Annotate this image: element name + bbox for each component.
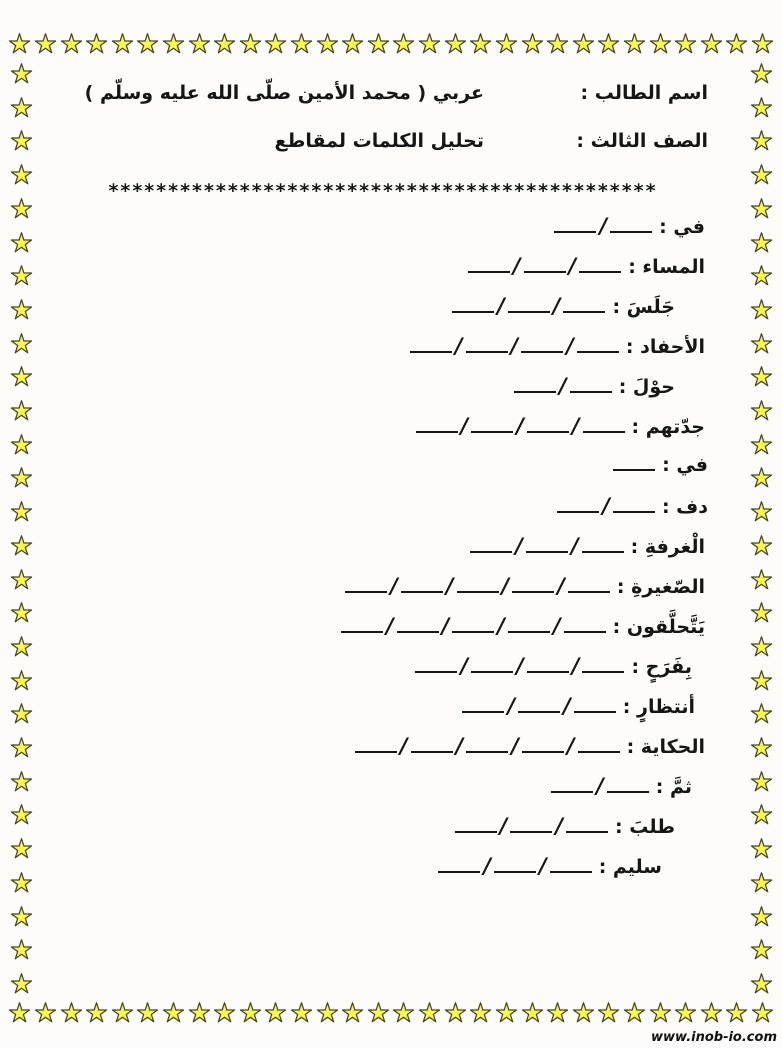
star-icon	[111, 1001, 134, 1024]
star-icon	[10, 770, 33, 793]
answer-blank	[577, 339, 619, 353]
answer-blank	[578, 739, 620, 753]
star-icon	[341, 32, 364, 55]
slash-separator: /	[390, 574, 398, 598]
slash-separator: /	[460, 654, 469, 678]
star-icon	[10, 736, 33, 759]
star-icon	[444, 32, 467, 55]
slash-separator: /	[559, 374, 567, 398]
star-icon	[10, 669, 33, 692]
slash-separator: /	[455, 734, 464, 758]
answer-blank	[415, 659, 457, 673]
word-row	[58, 254, 708, 294]
star-icon	[751, 1001, 774, 1024]
field-label: اسم الطالب :	[580, 82, 708, 104]
answer-blank	[410, 339, 452, 353]
word-label: الحكاية :	[626, 736, 705, 758]
answer-blank	[582, 659, 624, 673]
word-row	[58, 774, 708, 814]
star-icon	[10, 264, 33, 287]
answer-blank	[527, 659, 569, 673]
star-icon	[469, 32, 492, 55]
star-icon	[750, 972, 773, 995]
star-icon	[367, 1001, 390, 1024]
word-label: طلبَ :	[615, 816, 675, 838]
answer-blank	[613, 457, 655, 471]
slash-separator: /	[483, 854, 492, 878]
star-icon	[290, 32, 313, 55]
slash-separator: /	[566, 334, 574, 358]
word-row	[58, 854, 708, 894]
word-label: يَتَّحلَّقون :	[612, 616, 705, 638]
slash-separator: /	[399, 734, 408, 758]
answer-blank	[554, 219, 596, 233]
header-field-row	[58, 82, 708, 130]
answer-blank	[568, 579, 610, 593]
word-label: سليم :	[598, 856, 662, 878]
slash-separator: /	[571, 654, 580, 678]
slash-separator: /	[454, 334, 463, 358]
star-icon	[546, 1001, 569, 1024]
star-icon	[674, 1001, 697, 1024]
star-icon	[85, 32, 108, 55]
word-row	[58, 454, 708, 494]
answer-blank	[470, 539, 512, 553]
answer-blank	[508, 619, 550, 633]
word-row	[58, 694, 708, 734]
answer-blank	[462, 699, 504, 713]
slash-separator: /	[570, 534, 579, 558]
slash-separator: /	[555, 814, 564, 838]
answer-blank	[518, 699, 560, 713]
star-icon	[264, 32, 287, 55]
star-icon	[597, 32, 620, 55]
slash-separator: /	[552, 614, 561, 638]
star-icon	[10, 365, 33, 388]
word-row	[58, 494, 708, 534]
star-icon	[750, 837, 773, 860]
answer-blank	[579, 259, 621, 273]
star-icon	[750, 231, 773, 254]
answer-blank	[457, 579, 499, 593]
word-label: الصّغيرةِ :	[616, 576, 705, 598]
star-icon	[341, 1001, 364, 1024]
word-label: بِفَرَحٍ :	[631, 656, 692, 678]
answer-blank	[510, 819, 552, 833]
slash-separator: /	[516, 414, 524, 438]
answer-blank	[564, 619, 606, 633]
header-field-row	[58, 130, 708, 178]
answer-blank	[557, 499, 599, 513]
star-icon	[597, 1001, 620, 1024]
star-icon	[725, 1001, 748, 1024]
star-icon	[750, 332, 773, 355]
word-label: المساء :	[628, 256, 705, 278]
star-icon	[521, 32, 544, 55]
star-icon	[750, 62, 773, 85]
star-icon	[623, 32, 646, 55]
star-icon	[10, 938, 33, 961]
star-icon	[10, 231, 33, 254]
word-row	[58, 534, 708, 574]
star-icon	[10, 568, 33, 591]
star-icon	[10, 298, 33, 321]
star-icon	[750, 197, 773, 220]
star-icon	[10, 702, 33, 725]
answer-blank	[550, 859, 592, 873]
answer-blank	[438, 859, 480, 873]
star-icon	[700, 1001, 723, 1024]
star-icon	[188, 32, 211, 55]
star-icon	[85, 1001, 108, 1024]
word-row	[58, 414, 708, 454]
slash-separator: /	[501, 574, 510, 598]
star-icon	[750, 399, 773, 422]
star-icon	[264, 1001, 287, 1024]
word-row	[58, 334, 708, 374]
star-icon	[316, 32, 339, 55]
star-icon	[750, 466, 773, 489]
answer-blank	[466, 339, 508, 353]
star-icon	[10, 332, 33, 355]
star-icon	[34, 1001, 57, 1024]
slash-separator: /	[460, 414, 469, 438]
star-icon	[10, 163, 33, 186]
star-icon	[750, 365, 773, 388]
word-label: دف :	[661, 496, 708, 518]
star-icon	[495, 32, 518, 55]
star-icon	[521, 1001, 544, 1024]
watermark: www.inob-io.com	[651, 1030, 777, 1045]
star-icon	[750, 433, 773, 456]
slash-separator: /	[599, 214, 608, 238]
star-icon	[418, 32, 441, 55]
star-icon	[34, 32, 57, 55]
star-icon	[750, 264, 773, 287]
star-icon	[60, 1001, 83, 1024]
slash-separator: /	[516, 654, 524, 678]
star-icon	[10, 129, 33, 152]
slash-separator: /	[510, 334, 519, 358]
answer-blank	[521, 339, 563, 353]
answer-blank	[582, 539, 624, 553]
answer-blank	[514, 379, 556, 393]
star-icon	[750, 96, 773, 119]
field-value: عربي ( محمد الأمين صلّى الله عليه وسلّم )	[84, 82, 484, 104]
star-icon	[239, 1001, 262, 1024]
star-icon	[750, 669, 773, 692]
star-icon	[290, 1001, 313, 1024]
word-row	[58, 814, 708, 854]
answer-blank	[613, 499, 655, 513]
star-icon	[10, 433, 33, 456]
answer-blank	[524, 259, 566, 273]
star-icon	[10, 96, 33, 119]
star-icon	[10, 534, 33, 557]
slash-separator: /	[511, 734, 519, 758]
star-icon	[750, 905, 773, 928]
slash-separator: /	[568, 254, 577, 278]
star-icon	[136, 1001, 159, 1024]
star-icon	[750, 702, 773, 725]
slash-separator: /	[441, 614, 450, 638]
slash-separator: /	[497, 294, 505, 318]
answer-blank	[610, 219, 652, 233]
slash-separator: /	[552, 294, 561, 318]
answer-blank	[494, 859, 536, 873]
star-icon	[750, 601, 773, 624]
star-icon	[162, 1001, 185, 1024]
star-icon	[10, 871, 33, 894]
field-label: الصف الثالث :	[576, 130, 708, 152]
word-label: أنتظارٍ :	[622, 696, 695, 718]
word-row	[58, 214, 708, 254]
answer-blank	[471, 419, 513, 433]
star-icon	[751, 32, 774, 55]
answer-blank	[526, 539, 568, 553]
star-icon	[750, 129, 773, 152]
header	[58, 82, 708, 178]
star-icon	[111, 32, 134, 55]
slash-separator: /	[515, 534, 523, 558]
star-icon	[392, 32, 415, 55]
slash-separator: /	[512, 254, 521, 278]
answer-blank	[416, 419, 458, 433]
answer-blank	[508, 299, 550, 313]
answer-blank	[566, 819, 608, 833]
star-icon	[649, 1001, 672, 1024]
answer-blank	[466, 739, 508, 753]
slash-separator: /	[497, 614, 505, 638]
word-label: جدّتهم :	[631, 416, 705, 438]
slash-separator: /	[539, 854, 547, 878]
answer-blank	[411, 739, 453, 753]
worksheet-content	[58, 82, 708, 894]
word-row	[58, 734, 708, 774]
word-row	[58, 574, 708, 614]
star-icon	[10, 399, 33, 422]
star-icon	[10, 197, 33, 220]
answer-blank	[512, 579, 554, 593]
star-icon	[418, 1001, 441, 1024]
field-value: تحليل الكلمات لمقاطع	[274, 130, 484, 152]
star-border-top	[8, 31, 774, 55]
word-list	[58, 214, 708, 894]
answer-blank	[401, 579, 443, 593]
star-icon	[8, 32, 31, 55]
star-icon	[750, 163, 773, 186]
star-icon	[10, 905, 33, 928]
slash-separator: /	[566, 734, 575, 758]
answer-blank	[452, 619, 494, 633]
answer-blank	[397, 619, 439, 633]
star-icon	[188, 1001, 211, 1024]
star-icon	[444, 1001, 467, 1024]
star-icon	[750, 803, 773, 826]
separator-line: **********************************************	[108, 180, 658, 202]
star-icon	[316, 1001, 339, 1024]
word-label: في :	[662, 454, 708, 476]
star-icon	[10, 62, 33, 85]
star-icon	[572, 1001, 595, 1024]
answer-blank	[455, 819, 497, 833]
star-icon	[10, 803, 33, 826]
star-icon	[572, 32, 595, 55]
slash-separator: /	[385, 614, 394, 638]
star-icon	[725, 32, 748, 55]
star-icon	[392, 1001, 415, 1024]
answer-blank	[468, 259, 510, 273]
star-icon	[546, 32, 569, 55]
star-icon	[750, 298, 773, 321]
slash-separator: /	[445, 574, 454, 598]
answer-blank	[574, 699, 616, 713]
slash-separator: /	[596, 774, 604, 798]
star-icon	[10, 837, 33, 860]
star-icon	[136, 32, 159, 55]
word-row	[58, 614, 708, 654]
star-icon	[623, 1001, 646, 1024]
slash-separator: /	[507, 694, 516, 718]
star-icon	[10, 466, 33, 489]
star-border-left	[9, 62, 33, 995]
star-icon	[10, 635, 33, 658]
star-icon	[750, 500, 773, 523]
star-icon	[495, 1001, 518, 1024]
slash-separator: /	[563, 694, 571, 718]
answer-blank	[583, 419, 625, 433]
star-icon	[750, 568, 773, 591]
star-border-right	[749, 62, 773, 995]
word-row	[58, 294, 708, 334]
star-icon	[469, 1001, 492, 1024]
star-icon	[750, 770, 773, 793]
answer-blank	[345, 579, 387, 593]
word-row	[58, 654, 708, 694]
answer-blank	[522, 739, 564, 753]
answer-blank	[607, 779, 649, 793]
answer-blank	[527, 419, 569, 433]
star-icon	[750, 938, 773, 961]
word-label: ثمَّ :	[655, 776, 692, 798]
word-row	[58, 374, 708, 414]
star-icon	[10, 500, 33, 523]
star-icon	[367, 32, 390, 55]
answer-blank	[563, 299, 605, 313]
word-label: جَلَسَ :	[612, 296, 675, 318]
star-icon	[750, 736, 773, 759]
answer-blank	[355, 739, 397, 753]
word-label: في :	[659, 216, 705, 238]
star-icon	[162, 32, 185, 55]
answer-blank	[551, 779, 593, 793]
star-icon	[750, 871, 773, 894]
star-icon	[750, 635, 773, 658]
star-icon	[239, 32, 262, 55]
answer-blank	[452, 299, 494, 313]
slash-separator: /	[499, 814, 508, 838]
word-label: الأحفاد :	[625, 336, 705, 358]
star-icon	[60, 32, 83, 55]
star-icon	[649, 32, 672, 55]
star-icon	[8, 1001, 31, 1024]
word-label: حوْلَ :	[618, 376, 675, 398]
star-icon	[10, 601, 33, 624]
slash-separator: /	[557, 574, 565, 598]
star-icon	[700, 32, 723, 55]
star-icon	[10, 972, 33, 995]
word-label: الْغرفةِ :	[630, 536, 705, 558]
star-icon	[750, 534, 773, 557]
star-icon	[213, 32, 236, 55]
star-border-bottom	[8, 1000, 774, 1024]
slash-separator: /	[571, 414, 580, 438]
star-icon	[674, 32, 697, 55]
slash-separator: /	[602, 494, 610, 518]
star-icon	[213, 1001, 236, 1024]
answer-blank	[471, 659, 513, 673]
answer-blank	[341, 619, 383, 633]
answer-blank	[570, 379, 612, 393]
